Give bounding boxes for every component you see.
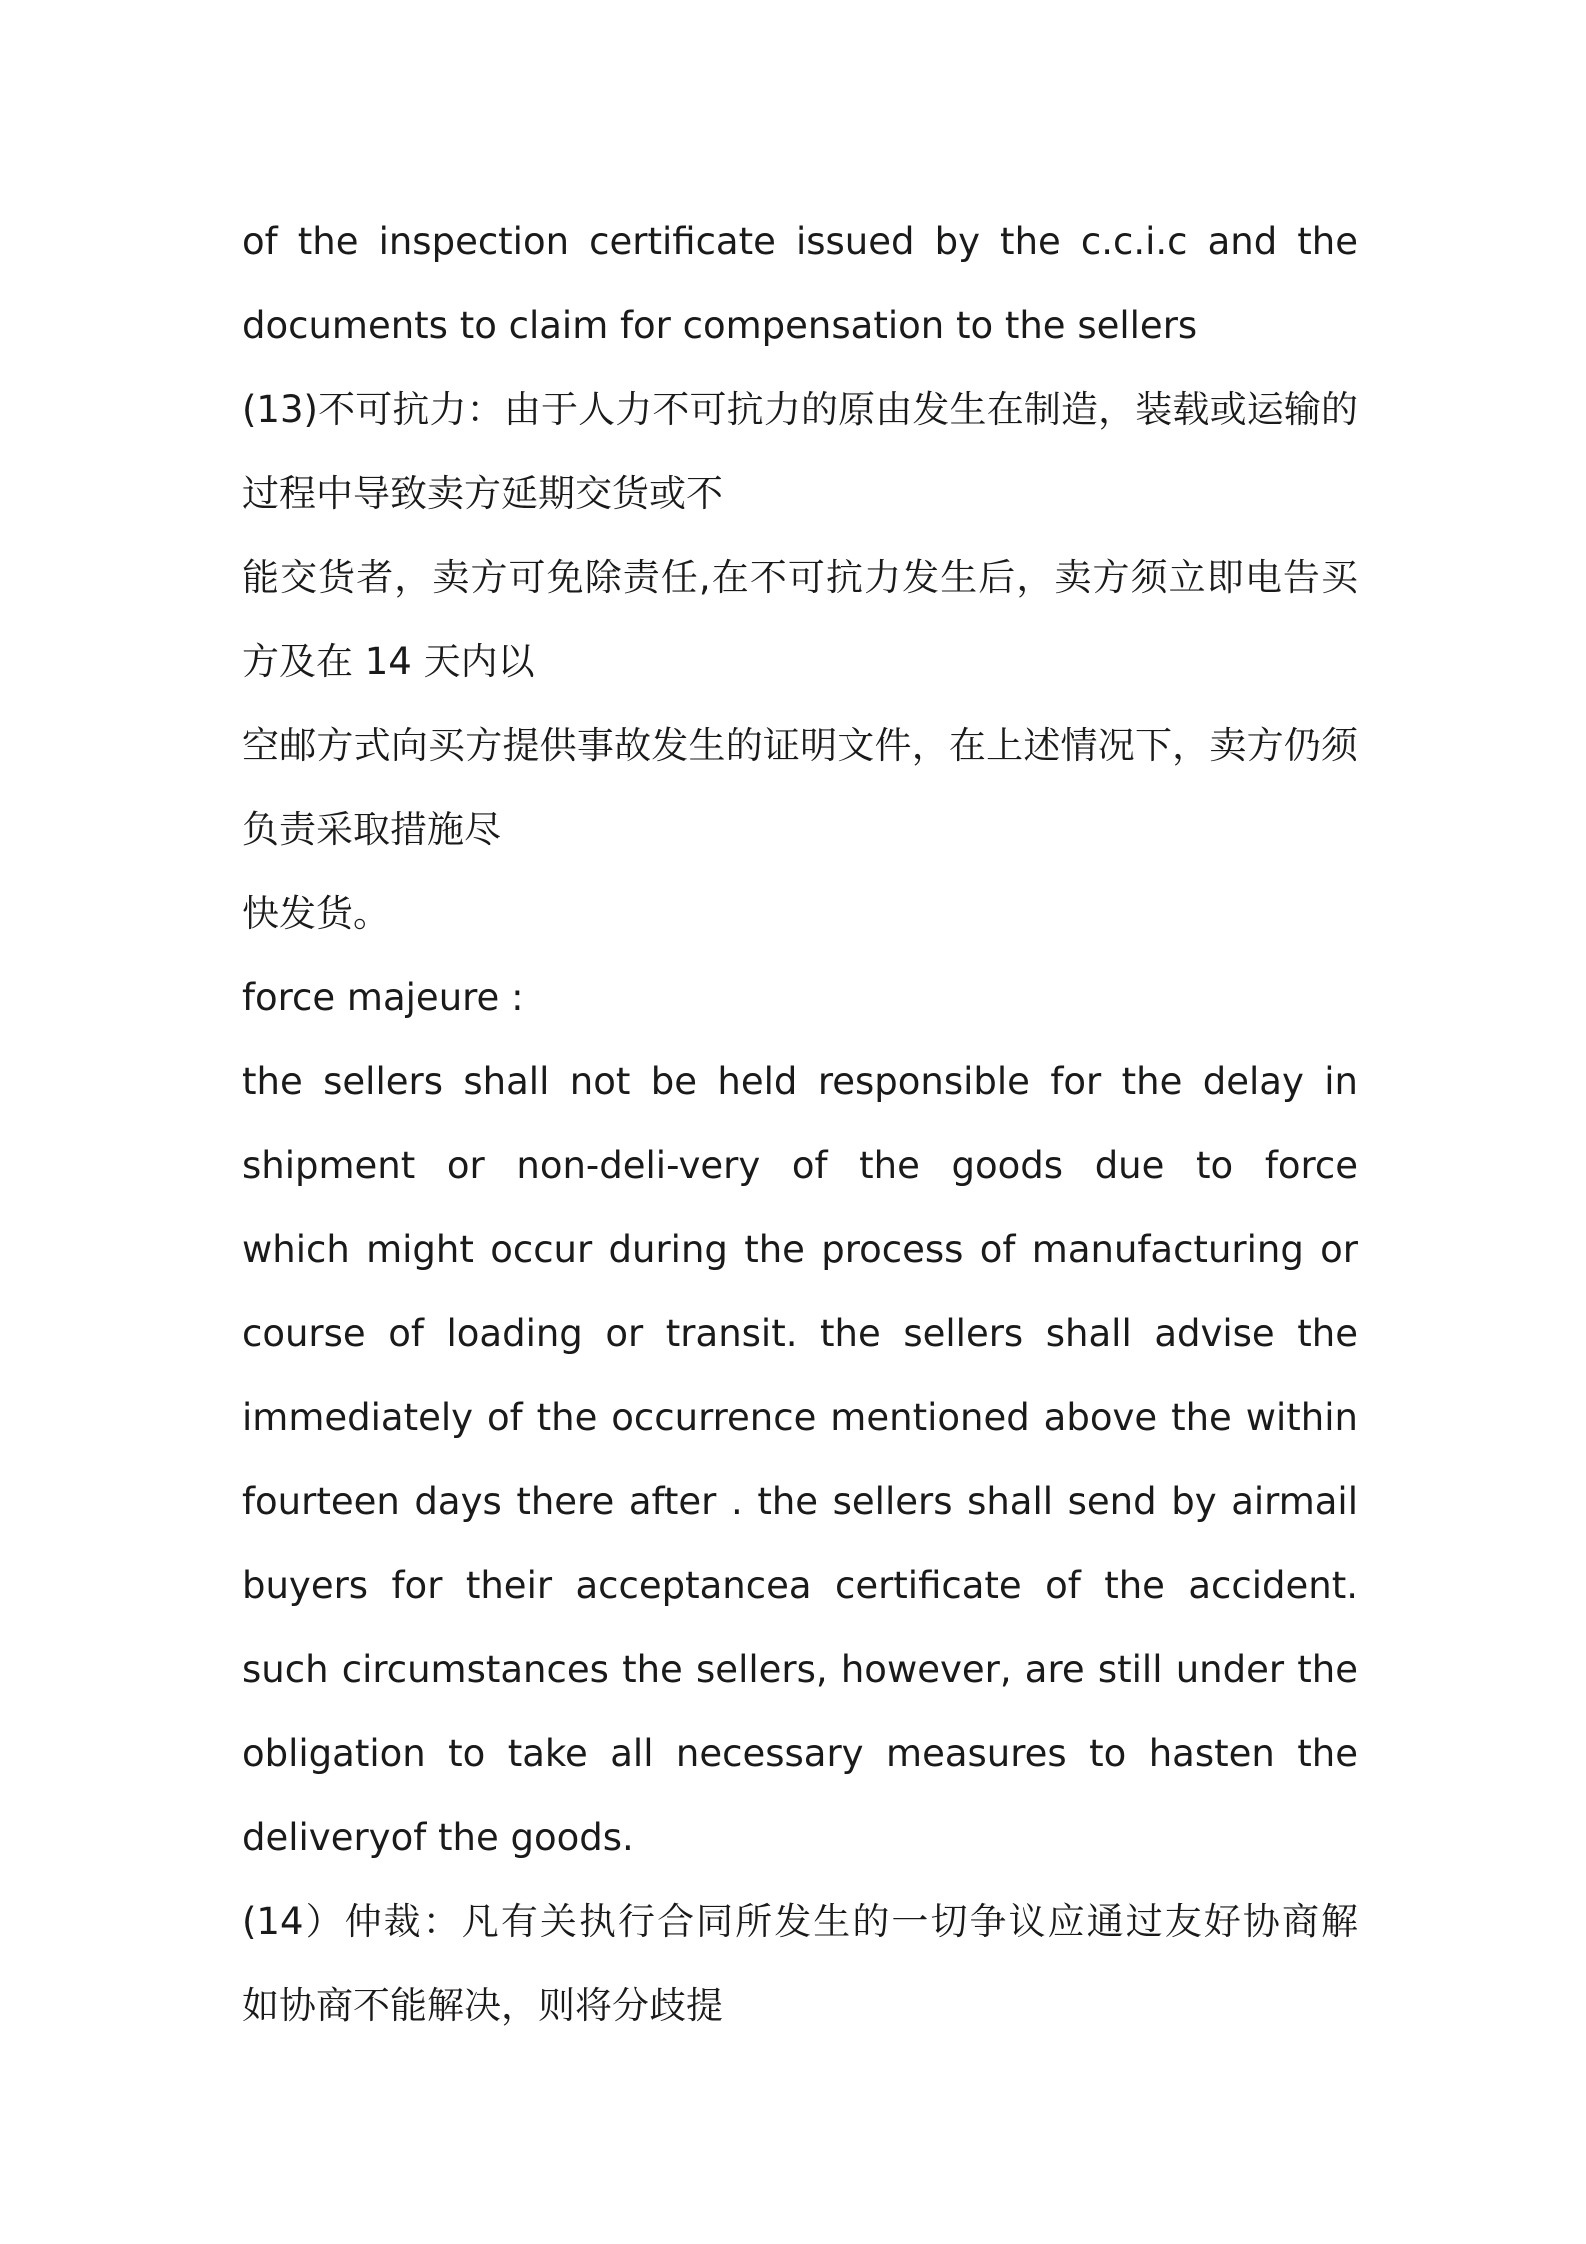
text-line: 方及在 14 天内以 — [242, 640, 535, 683]
text-line: (13)不可抗力：由于人力不可抗力的原由发生在制造，装载或运输的 — [242, 388, 1358, 431]
text-line: which might occur during the process of manufacturing or — [242, 1228, 1358, 1271]
text-line: the sellers shall not be held responsible for the delay in — [242, 1060, 1358, 1103]
text-line: fourteen days there after . the sellers shall send by airmail — [242, 1480, 1358, 1523]
text-line: course of loading or transit. the sellers shall advise the — [242, 1312, 1358, 1355]
text-line: of the inspection certificate issued by the c.c.i.c and the — [242, 220, 1358, 263]
text-line: (14）仲裁：凡有关执行合同所发生的一切争议应通过友好协商解 — [242, 1900, 1358, 1943]
text-line: shipment or non-deli-very of the goods due to force — [242, 1144, 1358, 1187]
text-line: documents to claim for compensation to the sellers — [242, 304, 1198, 347]
text-line: 空邮方式向买方提供事故发生的证明文件，在上述情况下，卖方仍须 — [242, 724, 1358, 767]
text-line: 快发货。 — [242, 892, 390, 935]
text-line: force majeure : — [242, 976, 524, 1019]
text-line: 能交货者，卖方可免除责任,在不可抗力发生后，卖方须立即电告买 — [242, 556, 1358, 599]
text-line: buyers for their acceptancea certificate of the accident. — [242, 1564, 1358, 1607]
text-line: obligation to take all necessary measures to hasten the — [242, 1732, 1358, 1775]
text-line: deliveryof the goods. — [242, 1816, 634, 1859]
text-line: immediately of the occurrence mentioned above the within — [242, 1396, 1358, 1439]
text-line: such circumstances the sellers, however, are still under the — [242, 1648, 1358, 1691]
text-line: 如协商不能解决，则将分歧提 — [242, 1984, 723, 2027]
text-line: 过程中导致卖方延期交货或不 — [242, 472, 723, 515]
document-body — [242, 200, 1358, 2048]
text-line: 负责采取措施尽 — [242, 808, 501, 851]
